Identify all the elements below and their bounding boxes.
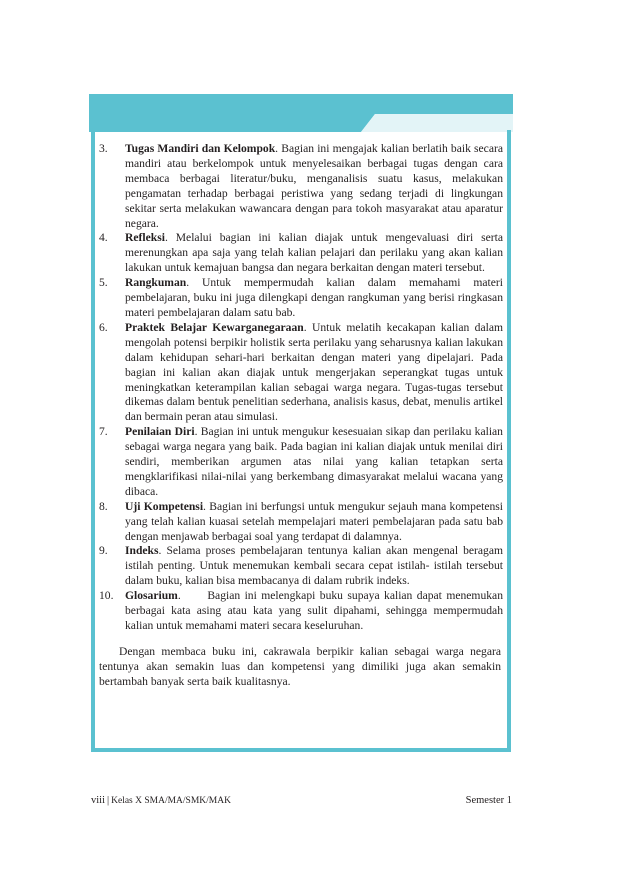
item-number: 7. — [99, 425, 108, 439]
item-text: . Untuk melatih kecakapan kalian dalam mengolah potensi berpikir holistik serta perilaku yang seharusnya kalian lakukan dalam kehidupan sehari-hari berkaitan dengan materi yang dipelajari. Pada bagian ini kalian akan diajak untuk mengerjakan seperangkat tugas untuk meningkatkan keterampilan kalian sebagai warga negara. Tugas-tugas tersebut dikemas dalam bentuk penelitian sederhana, analisis kasus, debat, menulis artikel dan bermain peran atau simulasi. — [125, 320, 506, 424]
list-item — [99, 320, 506, 425]
list-item — [99, 589, 506, 634]
item-text: . Bagian ini berfungsi untuk mengukur sejauh mana kompetensi yang telah kalian kuasai setelah mempelajari materi pembelajaran pada satu bab dengan menjawab berbagai soal yang terdapat di dalamnya. — [125, 499, 506, 543]
item-number: 3. — [99, 142, 108, 155]
item-title: Tugas Mandiri dan Kelompok — [125, 142, 276, 155]
item-text: . Untuk mempermudah kalian dalam memahami materi pembelajaran, buku ini juga dilengkapi dengan rangkuman yang berisi ringkasan materi pembelajaran dalam satu bab. — [125, 276, 506, 319]
item-text: . Melalui bagian ini kalian diajak untuk mengevaluasi diri serta merenungkan apa saja yang telah kalian pelajari dan perilaku yang akan kalian lakukan untuk kemajuan bangsa dan negara berkaitan dengan materi tersebut. — [125, 231, 506, 275]
item-text: . Selama proses pembelajaran tentunya kalian akan mengenal beragam istilah penting. Untuk menemukan kembali secara cepat istilah- istilah tersebut dalam buku, kalian bisa membacanya di dalam rubrik indeks. — [125, 544, 506, 588]
item-number: 5. — [99, 276, 108, 290]
feature-list — [99, 142, 506, 634]
list-item — [99, 142, 506, 231]
item-title: Penilaian Diri — [125, 425, 195, 439]
item-number: 10. — [99, 589, 114, 603]
item-text: . Bagian ini untuk mengukur kesesuaian sikap dan perilaku kalian sebagai warga negara yang baik. Pada bagian ini kalian diajak untuk menilai diri sendiri, memberikan argumen atas nilai yang kalian tetapkan serta mengklarifikasi nilai-nilai yang berkembang dimasyarakat melalui wacana yang dibaca. — [125, 425, 506, 498]
list-item — [99, 425, 506, 500]
page-content — [99, 142, 506, 701]
book-title: Kelas X SMA/MA/SMK/MAK — [111, 796, 231, 806]
item-text: . Bagian ini mengajak kalian berlatih baik secara mandiri atau berkelompok untuk menyelesaikan berbagai tugas dengan cara membaca berbagai literatur/buku, menganalisis suatu kasus, melakukan pengamatan terhadap berbagai peristiwa yang sedang terjadi di lingkungan sekitar serta melakukan wawancara dengan para tokoh masyarakat atau aparatur negara. — [125, 142, 506, 230]
header-banner — [89, 94, 513, 132]
item-title: Indeks — [125, 544, 159, 558]
item-title: Refleksi — [125, 231, 165, 245]
item-text: . Bagian ini melengkapi buku supaya kalian dapat menemukan berbagai kata asing atau kata yang sulit dipahami, sehingga mempermudah kalian untuk memahami materi secara keseluruhan. — [125, 589, 506, 632]
item-number: 6. — [99, 320, 108, 334]
list-item — [99, 276, 506, 321]
item-title: Rangkuman — [125, 276, 187, 290]
list-item — [99, 544, 506, 589]
item-number: 9. — [99, 544, 108, 558]
closing-paragraph: Dengan membaca buku ini, cakrawala berpikir kalian sebagai warga negara tentunya akan semakin luas dan kompetensi yang dimiliki juga akan semakin bertambah banyak serta baik kualitasnya. — [99, 644, 501, 688]
list-item — [99, 499, 506, 545]
list-item — [99, 231, 506, 276]
footer-semester: Semester 1 — [465, 795, 512, 806]
item-title: Uji Kompetensi — [125, 499, 204, 513]
item-number: 4. — [99, 231, 108, 245]
footer-separator: | — [107, 795, 110, 806]
footer-book-info — [91, 794, 231, 808]
page-number: viii — [91, 795, 106, 806]
item-number: 8. — [99, 499, 108, 513]
item-title: Praktek Belajar Kewarganegaraan — [125, 320, 304, 334]
item-title: Glosarium — [125, 589, 178, 603]
